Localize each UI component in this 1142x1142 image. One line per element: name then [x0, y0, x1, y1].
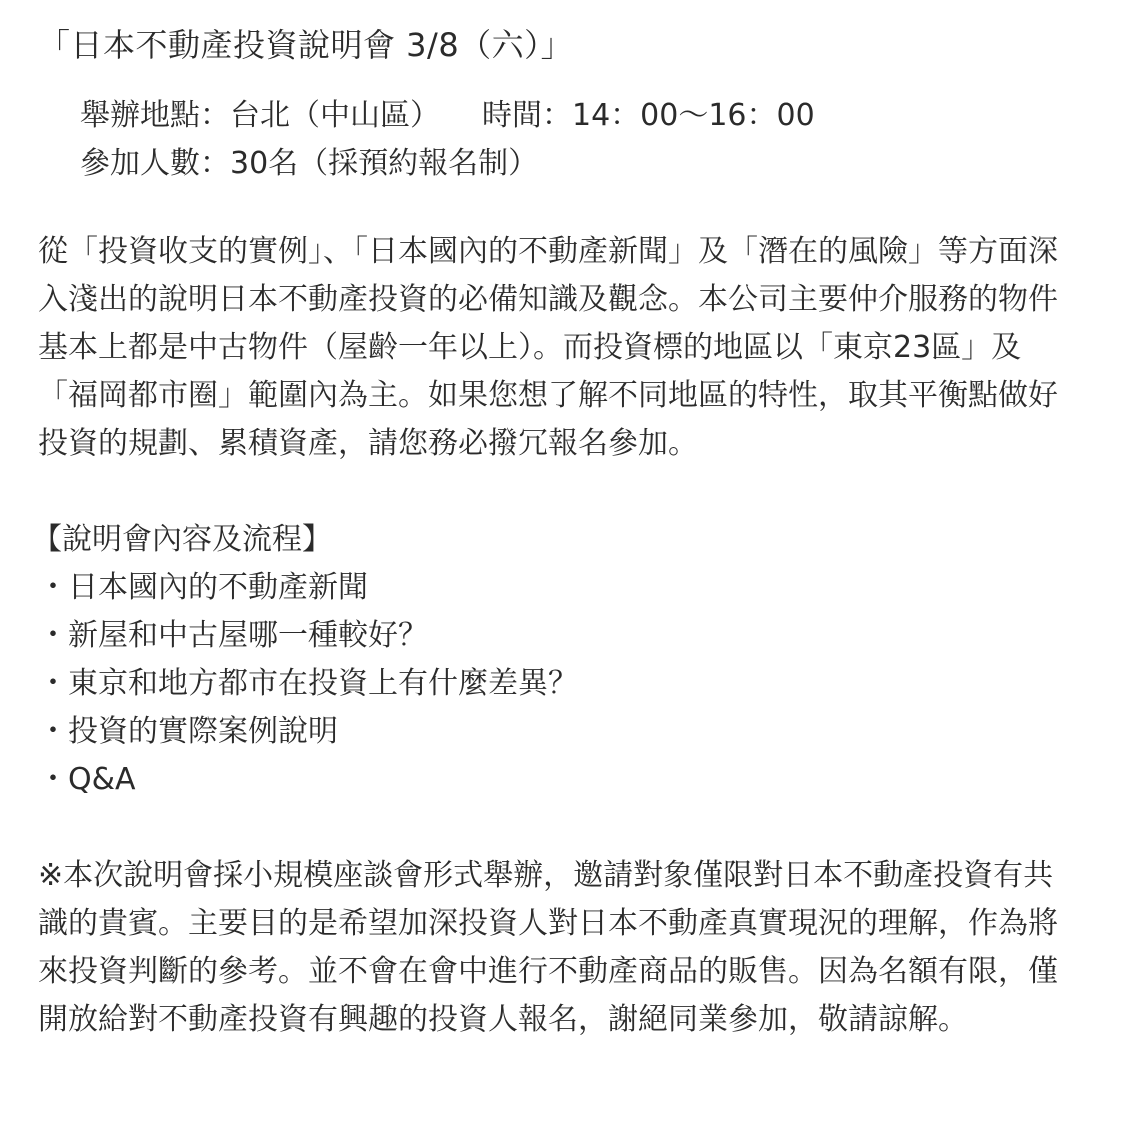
agenda-item-text: 日本國內的不動產新聞	[68, 570, 368, 605]
agenda-item	[38, 564, 1102, 612]
agenda-section	[32, 516, 1102, 804]
bullet: ・	[38, 666, 68, 701]
bullet: ・	[38, 618, 68, 653]
agenda-item-text: Q&A	[68, 762, 136, 797]
agenda-list	[38, 564, 1102, 804]
agenda-item	[38, 612, 1102, 660]
agenda-item-text: 新屋和中古屋哪一種較好？	[68, 618, 428, 653]
bullet: ・	[38, 714, 68, 749]
intro-paragraph: 從「投資收支的實例」、「日本國內的不動產新聞」及「潛在的風險」等方面深入淺出的說明日本不動產投資的必備知識及觀念。本公司主要仲介服務的物件基本上都是中古物件（屋齡一年以上）。而投資標的地區以「東京23區」及「福岡都市圈」範圍內為主。如果您想了解不同地區的特性，取其平衡點做好投資的規劃、累積資產，請您務必撥冗報名參加。	[38, 234, 1058, 461]
agenda-item	[38, 756, 1102, 804]
bullet: ・	[38, 570, 68, 605]
agenda-item	[38, 660, 1102, 708]
notice-paragraph: ※本次說明會採小規模座談會形式舉辦，邀請對象僅限對日本不動產投資有共識的貴賓。主要目的是希望加深投資人對日本不動產真實現況的理解，作為將來投資判斷的參考。並不會在會中進行不動產商品的販售。因為名額有限，僅開放給對不動產投資有興趣的投資人報名，謝絕同業參加，敬請諒解。	[38, 858, 1058, 1037]
event-capacity-row	[80, 140, 1102, 188]
event-time: 時間：14：00～16：00	[482, 98, 815, 133]
agenda-item-text: 東京和地方都市在投資上有什麼差異？	[68, 666, 578, 701]
agenda-item	[38, 708, 1102, 756]
event-capacity: 參加人數：30名（採預約報名制）	[80, 146, 539, 181]
page-title: 「日本不動產投資說明會 3/8（六）」	[38, 26, 574, 64]
event-venue-time-row	[80, 92, 1102, 140]
event-details	[38, 92, 1102, 188]
agenda-item-text: 投資的實際案例說明	[68, 714, 338, 749]
bullet: ・	[38, 762, 68, 797]
event-venue: 舉辦地點：台北（中山區）	[80, 98, 440, 133]
agenda-heading: 【說明會內容及流程】	[32, 522, 332, 557]
